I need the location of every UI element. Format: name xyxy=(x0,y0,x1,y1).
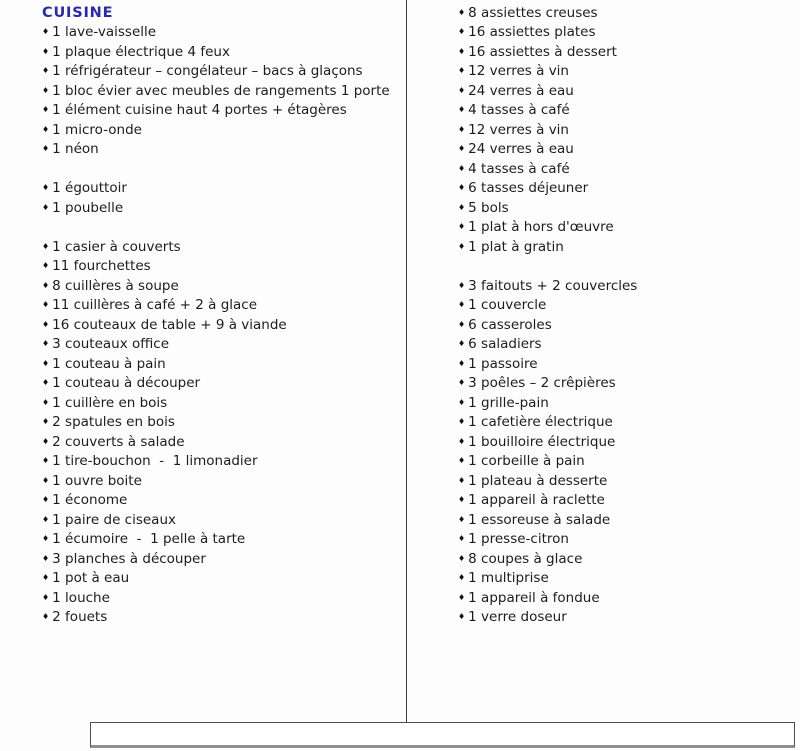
item-label: 2 fouets xyxy=(52,609,108,626)
list-item xyxy=(458,179,798,199)
diamond-bullet-icon: ♦ xyxy=(458,592,466,602)
item-label: 1 appareil à raclette xyxy=(468,492,605,509)
list-item xyxy=(458,569,798,589)
list-item xyxy=(458,335,798,355)
item-label: 1 multiprise xyxy=(468,570,549,587)
diamond-bullet-icon: ♦ xyxy=(42,534,50,544)
item-label: 1 bloc évier avec meubles de rangements 1 porte xyxy=(52,82,390,99)
diamond-bullet-icon: ♦ xyxy=(458,300,466,310)
item-label: 12 verres à vin xyxy=(468,63,569,80)
diamond-bullet-icon: ♦ xyxy=(458,222,466,232)
list-item xyxy=(458,296,798,316)
item-label: 1 égouttoir xyxy=(52,180,127,197)
list-item xyxy=(42,413,404,433)
diamond-bullet-icon: ♦ xyxy=(458,144,466,154)
item-label: 1 louche xyxy=(52,589,110,606)
item-label: 6 casseroles xyxy=(468,316,552,333)
diamond-bullet-icon: ♦ xyxy=(42,46,50,56)
diamond-bullet-icon: ♦ xyxy=(42,261,50,271)
list-item xyxy=(42,452,404,472)
list-item xyxy=(458,530,798,550)
list-item xyxy=(458,62,798,82)
item-label: 5 bols xyxy=(468,199,509,216)
diamond-bullet-icon: ♦ xyxy=(42,183,50,193)
list-item xyxy=(42,62,404,82)
diamond-bullet-icon: ♦ xyxy=(42,495,50,505)
item-label: 8 cuillères à soupe xyxy=(52,277,179,294)
diamond-bullet-icon: ♦ xyxy=(42,280,50,290)
list-item xyxy=(42,101,404,121)
list-item xyxy=(458,3,798,23)
item-label: 16 couteaux de table + 9 à viande xyxy=(52,316,287,333)
list-item xyxy=(42,393,404,413)
item-label: 1 plat à gratin xyxy=(468,238,564,255)
list-item xyxy=(42,510,404,530)
item-label: 1 élément cuisine haut 4 portes + étagères xyxy=(52,102,347,119)
diamond-bullet-icon: ♦ xyxy=(42,612,50,622)
diamond-bullet-icon: ♦ xyxy=(42,124,50,134)
diamond-bullet-icon: ♦ xyxy=(458,7,466,17)
diamond-bullet-icon: ♦ xyxy=(42,573,50,583)
list-item xyxy=(458,42,798,62)
item-label: 1 couteau à pain xyxy=(52,355,166,372)
item-label: 1 cafetière électrique xyxy=(468,414,613,431)
diamond-bullet-icon: ♦ xyxy=(458,183,466,193)
item-label: 1 paire de ciseaux xyxy=(52,511,176,528)
list-item xyxy=(458,81,798,101)
list-item xyxy=(458,198,798,218)
list-item xyxy=(42,81,404,101)
diamond-bullet-icon: ♦ xyxy=(42,27,50,37)
item-label: 4 tasses à café xyxy=(468,102,570,119)
list-item xyxy=(42,588,404,608)
item-label: 1 appareil à fondue xyxy=(468,589,600,606)
item-label: 1 économe xyxy=(52,492,128,509)
diamond-bullet-icon: ♦ xyxy=(42,358,50,368)
item-label: 6 saladiers xyxy=(468,336,542,353)
item-label: 8 coupes à glace xyxy=(468,550,583,567)
item-label: 1 réfrigérateur – congélateur – bacs à glaçons xyxy=(52,63,363,80)
list-item xyxy=(458,374,798,394)
list-item xyxy=(42,315,404,335)
diamond-bullet-icon: ♦ xyxy=(458,339,466,349)
item-label: 1 micro-onde xyxy=(52,121,142,138)
item-label: 11 cuillères à café + 2 à glace xyxy=(52,297,258,314)
item-label: 1 bouilloire électrique xyxy=(468,433,616,450)
diamond-bullet-icon: ♦ xyxy=(458,573,466,583)
diamond-bullet-icon: ♦ xyxy=(458,319,466,329)
right-column xyxy=(458,3,798,627)
list-item xyxy=(42,120,404,140)
item-label: 4 tasses à café xyxy=(468,160,570,177)
list-item xyxy=(42,608,404,628)
list-spacer xyxy=(42,159,404,179)
item-label: 24 verres à eau xyxy=(468,82,574,99)
list-item xyxy=(42,432,404,452)
list-item xyxy=(458,608,798,628)
diamond-bullet-icon: ♦ xyxy=(458,202,466,212)
diamond-bullet-icon: ♦ xyxy=(42,66,50,76)
diamond-bullet-icon: ♦ xyxy=(458,456,466,466)
item-label: 1 plaque électrique 4 feux xyxy=(52,43,230,60)
item-label: 1 grille-pain xyxy=(468,394,549,411)
diamond-bullet-icon: ♦ xyxy=(458,378,466,388)
diamond-bullet-icon: ♦ xyxy=(458,612,466,622)
list-item xyxy=(42,198,404,218)
list-item xyxy=(458,588,798,608)
diamond-bullet-icon: ♦ xyxy=(458,85,466,95)
diamond-bullet-icon: ♦ xyxy=(42,553,50,563)
item-label: 1 poubelle xyxy=(52,199,124,216)
list-item xyxy=(42,42,404,62)
item-label: 1 couteau à découper xyxy=(52,375,201,392)
list-item xyxy=(458,510,798,530)
list-item xyxy=(42,23,404,43)
list-item xyxy=(42,569,404,589)
list-item xyxy=(458,218,798,238)
diamond-bullet-icon: ♦ xyxy=(458,124,466,134)
diamond-bullet-icon: ♦ xyxy=(42,397,50,407)
list-item xyxy=(458,315,798,335)
list-item xyxy=(42,140,404,160)
item-label: 1 ouvre boite xyxy=(52,472,142,489)
left-item-list xyxy=(42,23,404,628)
list-item xyxy=(458,452,798,472)
diamond-bullet-icon: ♦ xyxy=(42,339,50,349)
item-label: 16 assiettes à dessert xyxy=(468,43,617,60)
diamond-bullet-icon: ♦ xyxy=(42,592,50,602)
item-label: 1 corbeille à pain xyxy=(468,453,585,470)
diamond-bullet-icon: ♦ xyxy=(458,358,466,368)
diamond-bullet-icon: ♦ xyxy=(458,495,466,505)
list-item xyxy=(458,23,798,43)
list-spacer xyxy=(458,257,798,277)
right-item-list xyxy=(458,3,798,627)
item-label: 11 fourchettes xyxy=(52,258,151,275)
list-item xyxy=(458,432,798,452)
item-label: 12 verres à vin xyxy=(468,121,569,138)
diamond-bullet-icon: ♦ xyxy=(42,378,50,388)
column-divider xyxy=(406,0,407,722)
item-label: 1 plat à hors d'œuvre xyxy=(468,219,614,236)
list-item xyxy=(458,471,798,491)
diamond-bullet-icon: ♦ xyxy=(42,456,50,466)
item-label: 1 pot à eau xyxy=(52,570,130,587)
list-item xyxy=(42,237,404,257)
list-item xyxy=(458,159,798,179)
footer-box xyxy=(90,722,795,748)
list-item xyxy=(458,101,798,121)
diamond-bullet-icon: ♦ xyxy=(458,436,466,446)
item-label: 3 planches à découper xyxy=(52,550,206,567)
item-label: 1 plateau à desserte xyxy=(468,472,608,489)
diamond-bullet-icon: ♦ xyxy=(458,241,466,251)
left-column xyxy=(42,3,404,627)
list-item xyxy=(458,276,798,296)
diamond-bullet-icon: ♦ xyxy=(42,417,50,427)
list-item xyxy=(42,530,404,550)
diamond-bullet-icon: ♦ xyxy=(42,85,50,95)
diamond-bullet-icon: ♦ xyxy=(458,475,466,485)
list-item xyxy=(458,491,798,511)
item-label: 3 poêles – 2 crêpières xyxy=(468,375,616,392)
item-label: 6 tasses déjeuner xyxy=(468,180,589,197)
list-item xyxy=(458,549,798,569)
item-label: 1 cuillère en bois xyxy=(52,394,168,411)
list-item xyxy=(458,237,798,257)
diamond-bullet-icon: ♦ xyxy=(458,417,466,427)
diamond-bullet-icon: ♦ xyxy=(458,397,466,407)
diamond-bullet-icon: ♦ xyxy=(458,46,466,56)
item-label: 1 verre doseur xyxy=(468,609,567,626)
diamond-bullet-icon: ♦ xyxy=(42,144,50,154)
diamond-bullet-icon: ♦ xyxy=(458,105,466,115)
item-label: 3 couteaux office xyxy=(52,336,170,353)
item-label: 1 néon xyxy=(52,141,99,158)
list-item xyxy=(42,354,404,374)
item-label: 1 couvercle xyxy=(468,297,547,314)
list-item xyxy=(42,179,404,199)
diamond-bullet-icon: ♦ xyxy=(458,553,466,563)
page-title: CUISINE xyxy=(42,4,114,21)
list-item xyxy=(42,471,404,491)
item-label: 1 tire-bouchon - 1 limonadier xyxy=(52,453,258,470)
diamond-bullet-icon: ♦ xyxy=(42,241,50,251)
diamond-bullet-icon: ♦ xyxy=(42,105,50,115)
item-label: 1 casier à couverts xyxy=(52,238,181,255)
diamond-bullet-icon: ♦ xyxy=(458,163,466,173)
list-item xyxy=(458,120,798,140)
item-label: 1 passoire xyxy=(468,355,538,372)
diamond-bullet-icon: ♦ xyxy=(42,300,50,310)
diamond-bullet-icon: ♦ xyxy=(458,514,466,524)
diamond-bullet-icon: ♦ xyxy=(42,319,50,329)
list-item xyxy=(458,140,798,160)
item-label: 8 assiettes creuses xyxy=(468,4,598,21)
item-label: 3 faitouts + 2 couvercles xyxy=(468,277,638,294)
list-item xyxy=(42,257,404,277)
list-item xyxy=(42,374,404,394)
diamond-bullet-icon: ♦ xyxy=(42,475,50,485)
list-item xyxy=(42,296,404,316)
item-label: 2 spatules en bois xyxy=(52,414,175,431)
item-label: 1 écumoire - 1 pelle à tarte xyxy=(52,531,246,548)
item-label: 2 couverts à salade xyxy=(52,433,185,450)
item-label: 1 essoreuse à salade xyxy=(468,511,611,528)
diamond-bullet-icon: ♦ xyxy=(458,280,466,290)
diamond-bullet-icon: ♦ xyxy=(458,534,466,544)
list-spacer xyxy=(42,218,404,238)
list-item xyxy=(42,335,404,355)
list-item xyxy=(42,491,404,511)
list-item xyxy=(458,413,798,433)
diamond-bullet-icon: ♦ xyxy=(42,202,50,212)
list-item xyxy=(458,354,798,374)
diamond-bullet-icon: ♦ xyxy=(42,436,50,446)
diamond-bullet-icon: ♦ xyxy=(458,66,466,76)
list-item xyxy=(42,276,404,296)
list-item xyxy=(42,549,404,569)
diamond-bullet-icon: ♦ xyxy=(458,27,466,37)
item-label: 16 assiettes plates xyxy=(468,24,596,41)
list-item xyxy=(458,393,798,413)
item-label: 1 lave-vaisselle xyxy=(52,24,157,41)
item-label: 1 presse-citron xyxy=(468,531,569,548)
item-label: 24 verres à eau xyxy=(468,141,574,158)
diamond-bullet-icon: ♦ xyxy=(42,514,50,524)
